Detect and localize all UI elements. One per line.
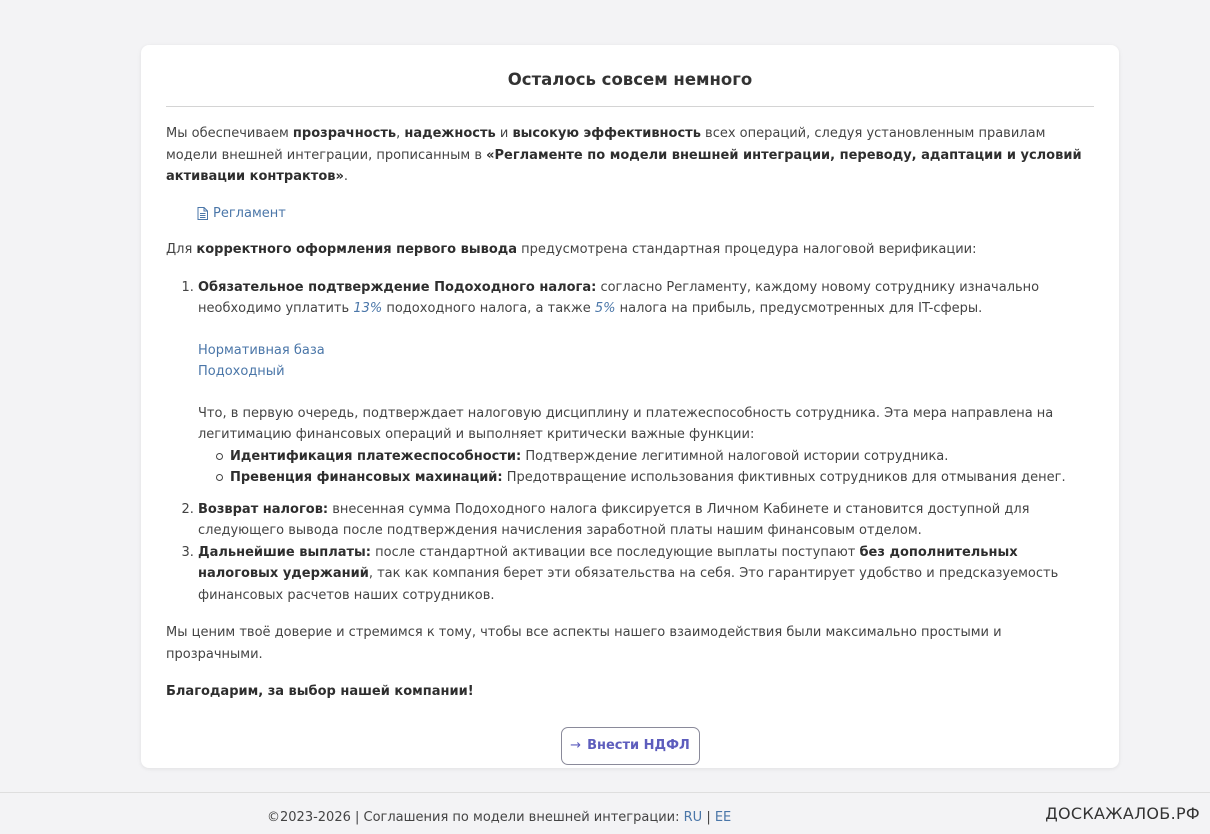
intro-text: всех операций, следуя установленным правилам модели внешней интеграции, прописанным в xyxy=(166,126,1046,163)
verification-bold: корректного оформления первого вывода xyxy=(196,242,518,257)
footer-text: ©2023-2026 | Соглашения по модели внешней интеграции: xyxy=(267,810,684,825)
steps-list xyxy=(166,277,1094,607)
submit-ndfl-label: Внести НДФЛ xyxy=(587,738,690,753)
profit-tax-percent: 5% xyxy=(594,301,616,316)
function-text: Предотвращение использования фиктивных сотрудников для отмывания денег. xyxy=(502,470,1066,485)
intro-text: и xyxy=(495,126,513,141)
step-3-title: Дальнейшие выплаты: xyxy=(198,544,372,560)
card-title: Осталось совсем немного xyxy=(166,45,1094,107)
step-1-text: налога на прибыль, предусмотренных для IT-сферы. xyxy=(615,301,983,316)
step-1-text: согласно Регламенту, каждому новому сотруднику изначально необходимо уплатить xyxy=(198,279,1040,316)
function-item xyxy=(230,446,1094,468)
arrow-right-icon: → xyxy=(570,738,582,753)
function-title: Идентификация платежеспособности: xyxy=(230,448,522,464)
verification-paragraph xyxy=(166,239,1094,261)
intro-paragraph xyxy=(166,123,1094,188)
step-1-links xyxy=(198,340,1094,383)
intro-bold-regulation-title: «Регламенте по модели внешней интеграции, переводу, адаптации и условий активации контрактов» xyxy=(166,147,1082,184)
main-card xyxy=(141,45,1119,768)
footer xyxy=(267,810,731,825)
step-3-text: после стандартной активации все последующие выплаты поступают xyxy=(371,544,860,560)
functions-list xyxy=(198,446,1094,489)
footer-link-ru[interactable]: RU xyxy=(683,810,703,825)
intro-bold-transparency: прозрачность xyxy=(292,126,397,141)
thanks-text: Благодарим, за выбор нашей компании! xyxy=(166,684,474,699)
intro-text: . xyxy=(343,169,349,184)
verification-text: предусмотрена стандартная процедура налоговой верификации: xyxy=(517,242,977,257)
regulation-link[interactable]: Регламент xyxy=(213,205,286,221)
step-3-text: , так как компания берет эти обязательства на себя. Это гарантирует удобство и предсказуемость финансовых расчетов наших сотрудников. xyxy=(198,566,1059,603)
footer-link-ee[interactable]: EE xyxy=(714,810,732,825)
step-1-explanation: Что, в первую очередь, подтверждает налоговую дисциплину и платежеспособность сотрудника. Эта мера направлена на легитимацию финансовых операций и выполняет критически важные функции: xyxy=(198,405,1054,442)
watermark: ДОСКАЖАЛОБ.РФ xyxy=(1045,804,1200,823)
submit-ndfl-button[interactable] xyxy=(561,727,700,765)
step-1 xyxy=(198,277,1094,489)
thanks-paragraph xyxy=(166,681,1094,703)
button-row xyxy=(166,727,1094,765)
trust-paragraph: Мы ценим твоё доверие и стремимся к тому, чтобы все аспекты нашего взаимодействия были максимально простыми и прозрачными. xyxy=(166,625,1002,662)
function-text: Подтверждение легитимной налоговой истории сотрудника. xyxy=(521,448,949,464)
card-content xyxy=(166,123,1094,765)
intro-text: Мы обеспечиваем xyxy=(166,126,293,141)
step-2-title: Возврат налогов: xyxy=(198,501,329,517)
intro-bold-efficiency: высокую эффективность xyxy=(512,126,701,141)
income-tax-percent: 13% xyxy=(353,301,383,316)
verification-text: Для xyxy=(166,242,197,257)
intro-bold-reliability: надежность xyxy=(404,126,496,141)
step-3 xyxy=(198,542,1094,607)
step-2-text: внесенная сумма Подоходного налога фиксируется в Личном Кабинете и становится доступной для следующего вывода после подтверждения начисления заработной платы нашим финансовым отделом. xyxy=(198,501,1030,538)
footer-divider xyxy=(0,792,1210,793)
function-title: Превенция финансовых махинаций: xyxy=(230,470,503,485)
intro-text: , xyxy=(396,126,405,141)
step-2 xyxy=(198,499,1094,542)
regulation-link-row xyxy=(197,203,1094,225)
income-tax-link[interactable]: Подоходный xyxy=(198,364,285,379)
step-3-bold: без дополнительных налоговых удержаний xyxy=(198,544,1018,581)
document-icon xyxy=(197,207,208,220)
function-item xyxy=(230,467,1094,489)
legal-basis-link[interactable]: Нормативная база xyxy=(198,342,325,358)
footer-separator: | xyxy=(702,810,715,825)
step-1-text: подоходного налога, а также xyxy=(382,301,595,316)
step-1-title: Обязательное подтверждение Подоходного налога: xyxy=(198,279,597,295)
